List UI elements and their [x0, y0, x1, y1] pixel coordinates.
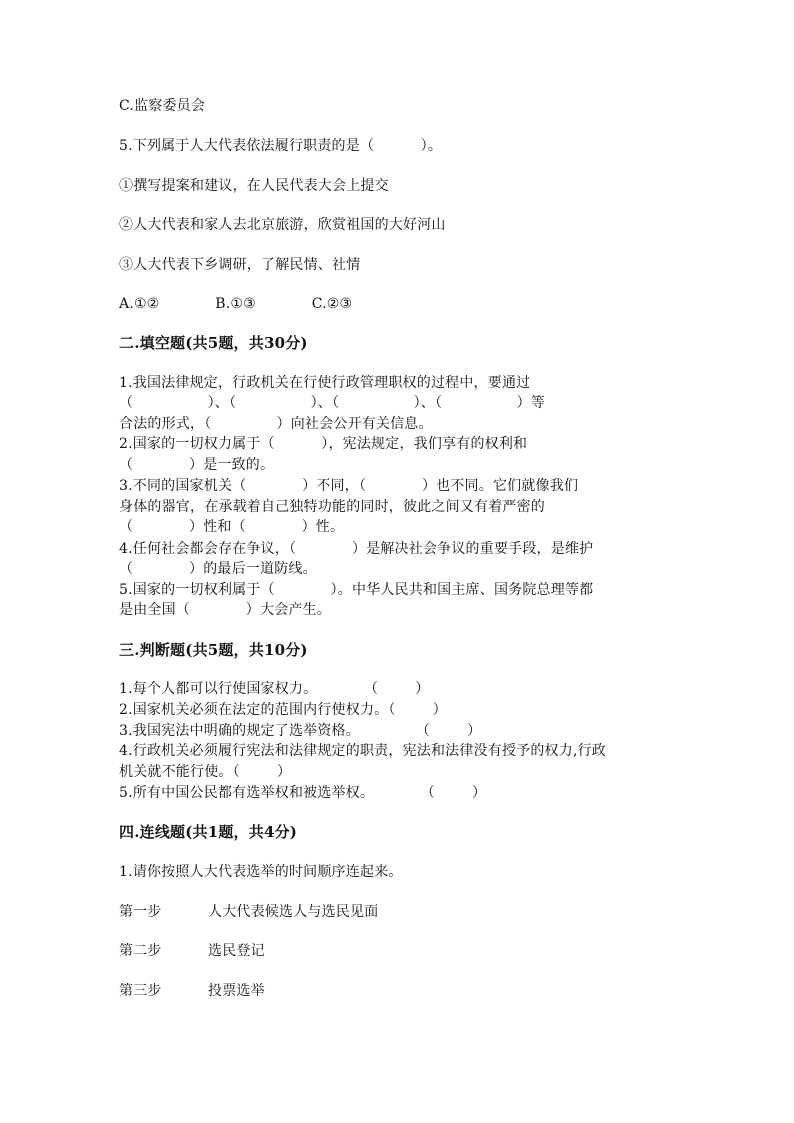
fill-line: 5.国家的一切权利属于（ ）。中华人民共和国主席、国务院总理等都	[119, 582, 594, 598]
section-3-heading: 三.判断题(共5题，共10分)	[119, 641, 308, 659]
judge-line: 2.国家机关必须在法定的范围内行使权力。（ ）	[119, 702, 447, 718]
match-step: 第二步	[119, 943, 162, 959]
match-step: 第三步	[119, 983, 162, 999]
q5-stem: 5.下列属于人大代表依法履行职责的是（ ）。	[119, 138, 443, 154]
fill-line: （ ）、（ ）、（ ）、（ ）等	[119, 395, 546, 411]
section-2-heading: 二.填空题(共5题，共30分)	[119, 334, 308, 352]
q5-options: A.①② B.①③ C.②③	[119, 296, 353, 312]
fill-line: （ ）是一致的。	[119, 457, 275, 473]
fill-line: （ ）性和（ ）性。	[119, 519, 345, 535]
match-item: 选民登记	[208, 943, 265, 959]
q5-item-1: ①撰写提案和建议，在人民代表大会上提交	[119, 178, 389, 194]
judge-line: 5.所有中国公民都有选举权和被选举权。 （ ）	[119, 785, 487, 801]
fill-line: 1.我国法律规定，行政机关在行使行政管理职权的过程中，要通过	[119, 375, 531, 391]
fill-line: 4.任何社会都会存在争议，（ ）是解决社会争议的重要手段，是维护	[119, 541, 594, 557]
fill-line: （ ）的最后一道防线。	[119, 561, 317, 577]
match-item: 投票选举	[208, 983, 265, 999]
match-question: 1.请你按照人大代表选举的时间顺序连起来。	[119, 864, 403, 880]
q5-item-2: ②人大代表和家人去北京旅游，欣赏祖国的大好河山	[119, 217, 446, 233]
judge-line: 机关就不能行使。（ ）	[119, 764, 292, 780]
fill-line: 2.国家的一切权力属于（ ），宪法规定，我们享有的权利和	[119, 436, 528, 452]
fill-line: 身体的器官，在承载着自己独特功能的同时，彼此之间又有着严密的	[119, 499, 545, 515]
q5-item-3: ③人大代表下乡调研，了解民情、社情	[119, 257, 361, 273]
section-4-heading: 四.连线题(共1题，共4分)	[119, 823, 298, 841]
match-item: 人大代表候选人与选民见面	[208, 904, 379, 920]
judge-line: 3.我国宪法中明确的规定了选举资格。 （ ）	[119, 723, 482, 739]
judge-line: 1.每个人都可以行使国家权力。 （ ）	[119, 681, 430, 697]
fill-line: 合法的形式，（ ）向社会公开有关信息。	[119, 416, 433, 432]
q4-option-c: C.监察委员会	[119, 98, 206, 114]
fill-line: 3.不同的国家机关（ ）不同，（ ）也不同。它们就像我们	[119, 478, 579, 494]
judge-line: 4.行政机关必须履行宪法和法律规定的职责，宪法和法律没有授予的权力,行政	[119, 743, 607, 759]
fill-line: 是由全国（ ）大会产生。	[119, 602, 332, 618]
match-step: 第一步	[119, 904, 162, 920]
